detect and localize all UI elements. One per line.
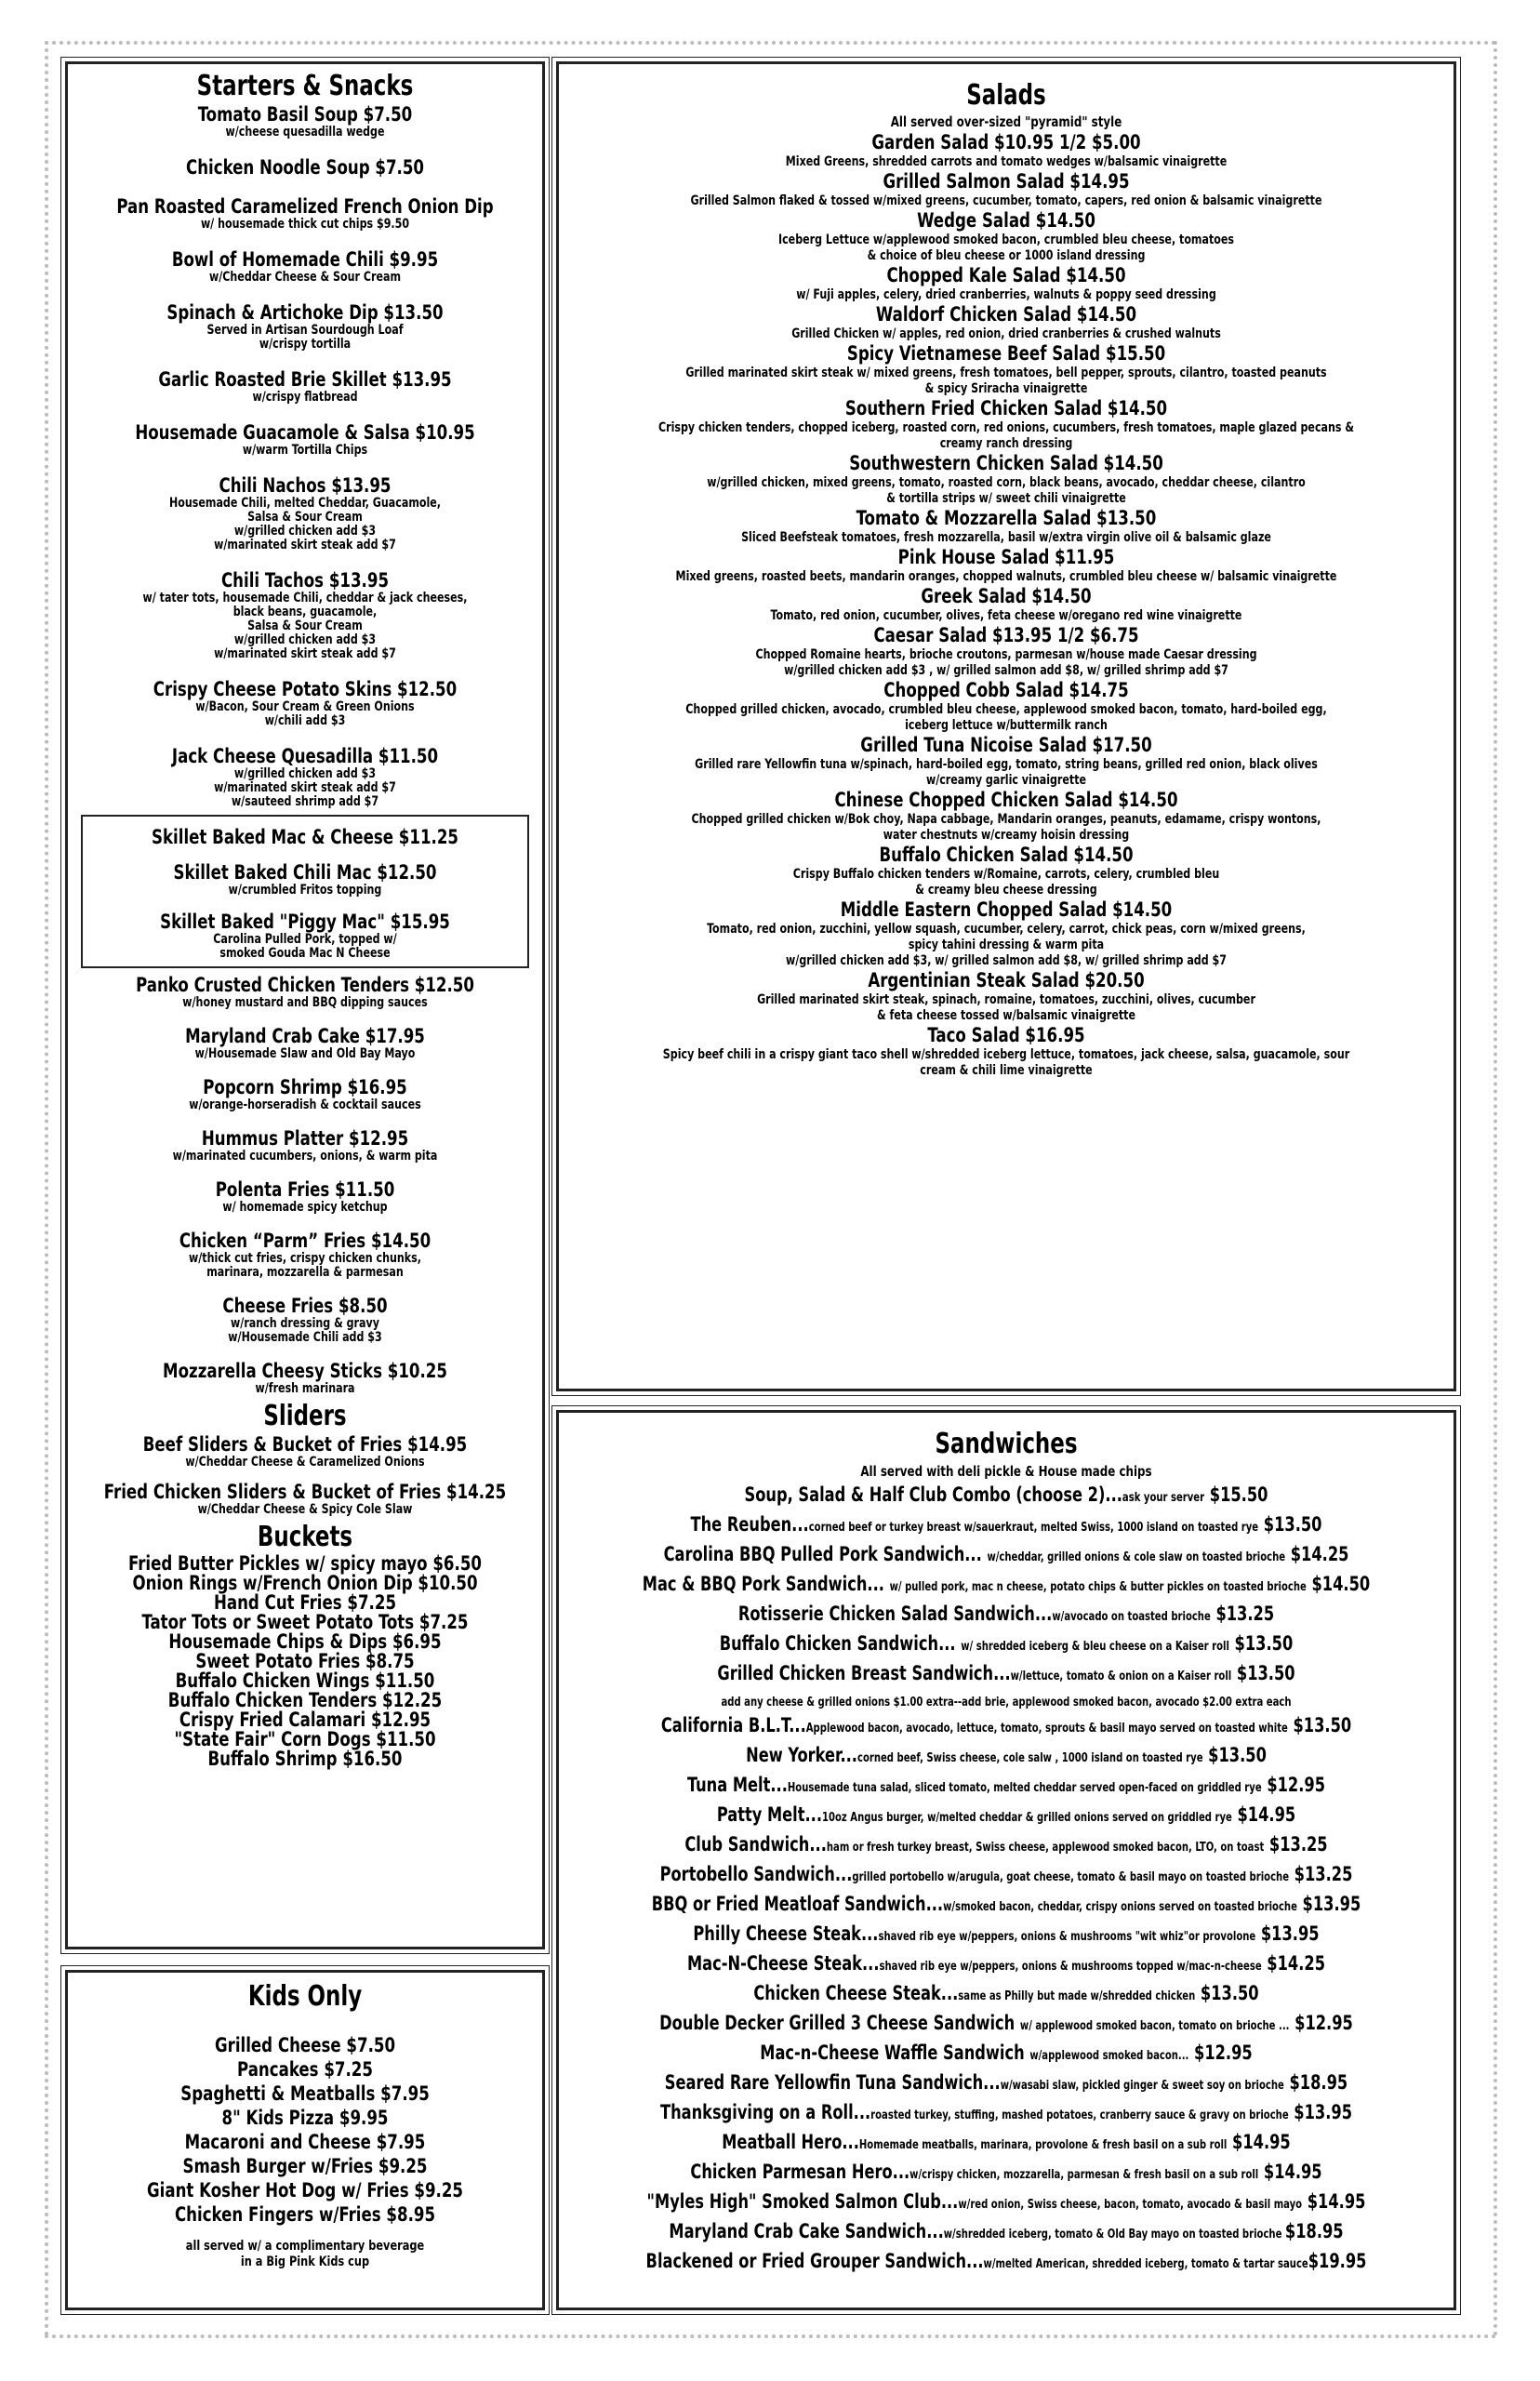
menu-item xyxy=(68,745,542,809)
sandwich-name: Mac-N-Cheese Steak... xyxy=(686,1952,880,1975)
menu-item: Smash Burger w/Fries $9.25 xyxy=(182,2155,428,2177)
item-description: Crispy Buffalo chicken tenders w/Romaine, carrots, celery, crumbled bleu & creamy bleu cheese dressing xyxy=(792,867,1220,898)
buckets-list xyxy=(68,1554,542,1769)
sandwich-name: Mac-n-Cheese Waffle Sandwich xyxy=(760,2042,1030,2064)
sandwich-price: $13.25 xyxy=(1289,1863,1353,1885)
menu-item: Onion Rings w/French Onion Dip $10.50 xyxy=(132,1572,478,1594)
sandwich-item xyxy=(621,1482,1390,1511)
sandwich-item xyxy=(621,1921,1390,1950)
item-description: w/marinated cucumbers, onions, & warm pita xyxy=(172,1149,438,1164)
item-name: Chicken Noodle Soup $7.50 xyxy=(186,156,424,179)
sandwich-description: Homemade meatballs, marinara, provolone & fresh basil on a sub roll xyxy=(858,2138,1228,2152)
sandwich-price: $12.95 xyxy=(1261,1774,1326,1796)
menu-item xyxy=(68,1360,542,1396)
sandwich-item xyxy=(621,1891,1390,1921)
item-name: Popcorn Shrimp $16.95 xyxy=(203,1076,407,1098)
sandwich-item xyxy=(621,1861,1390,1891)
item-description: w/grilled chicken, mixed greens, tomato, roasted corn, black beans, avocado, cheddar cheese, cilantro & tortilla strips w/ sweet chili vinaigrette xyxy=(707,475,1306,506)
sandwich-description: corned beef or turkey breast w/sauerkraut, melted Swiss, 1000 island on toasted rye xyxy=(808,1521,1259,1535)
item-name: Garden Salad $10.95 1/2 $5.00 xyxy=(871,131,1141,153)
sandwich-item xyxy=(621,2010,1390,2040)
item-name: Skillet Baked "Piggy Mac" $15.95 xyxy=(160,911,450,933)
menu-item: Buffalo Chicken Tenders $12.25 xyxy=(167,1689,443,1711)
starters-list xyxy=(68,103,542,809)
sandwich-name: New Yorker... xyxy=(746,1744,857,1766)
item-name: Chinese Chopped Chicken Salad $14.50 xyxy=(834,789,1178,811)
sandwich-description: w/avocado on toasted brioche xyxy=(1052,1610,1211,1624)
menu-item xyxy=(559,303,1454,342)
item-name: Chicken “Parm” Fries $14.50 xyxy=(179,1230,431,1252)
sandwich-description: Housemade tuna salad, sliced tomato, melted cheddar served open-faced on griddled rye xyxy=(787,1781,1262,1795)
sandwich-description: ham or fresh turkey breast, Swiss cheese, applewood smoked bacon, LTO, on toast xyxy=(826,1841,1265,1855)
menu-item: Crispy Fried Calamari $12.95 xyxy=(179,1709,431,1731)
sandwich-description: w/wasabi slaw, pickled ginger & sweet soy on brioche xyxy=(1000,2079,1284,2093)
sandwich-description: w/lettuce, tomato & onion on a Kaiser roll xyxy=(1010,1669,1232,1683)
sandwich-item xyxy=(621,1571,1390,1601)
sandwich-price: $13.50 xyxy=(1231,1662,1295,1684)
sandwich-name: Double Decker Grilled 3 Cheese Sandwich xyxy=(659,2012,1020,2034)
sandwich-item xyxy=(621,2129,1390,2159)
buckets-title: Buckets xyxy=(257,1521,353,1553)
item-description: Chopped Romaine hearts, brioche croutons, parmesan w/house made Caesar dressing w/grilled chicken add $3 , w/ grilled salmon add $8, w/ grilled shrimp add $7 xyxy=(755,647,1257,678)
item-name: Taco Salad $16.95 xyxy=(927,1024,1085,1046)
menu-item: Fried Butter Pickles w/ spicy mayo $6.50 xyxy=(128,1552,482,1575)
item-description: Served in Artisan Sourdough Loaf w/crispy tortilla xyxy=(206,323,404,352)
skillet-box xyxy=(81,815,529,968)
menu-item xyxy=(68,1025,542,1061)
kids-title: Kids Only xyxy=(247,1980,363,2013)
item-description: w/ranch dressing & gravy w/Housemade Chili add $3 xyxy=(228,1316,382,1345)
menu-item xyxy=(68,103,542,140)
sandwich-description: grilled portobello w/arugula, goat cheese, tomato & basil mayo on toasted brioche xyxy=(852,1870,1290,1884)
item-name: Bowl of Homemade Chili $9.95 xyxy=(171,248,439,271)
sandwich-price: $13.50 xyxy=(1195,1982,1259,2004)
menu-item xyxy=(559,844,1454,898)
menu-item xyxy=(68,1076,542,1112)
sandwich-price: $13.50 xyxy=(1228,1632,1294,1655)
menu-item xyxy=(68,1127,542,1164)
menu-item: Spaghetti & Meatballs $7.95 xyxy=(180,2082,430,2105)
item-name: Southern Fried Chicken Salad $14.50 xyxy=(844,397,1168,419)
item-name: Chopped Cobb Salad $14.75 xyxy=(883,679,1129,701)
item-description: w/honey mustard and BBQ dipping sauces xyxy=(182,995,428,1010)
sandwich-name: Maryland Crab Cake Sandwich... xyxy=(669,2220,944,2242)
sandwich-price: $13.50 xyxy=(1287,1714,1352,1736)
sandwich-name: Portobello Sandwich... xyxy=(659,1863,853,1885)
sandwich-description: w/melted American, shredded iceberg, tomato & tartar sauce xyxy=(983,2257,1308,2271)
sandwich-item xyxy=(621,2099,1390,2129)
sandwich-description: roasted turkey, stuffing, mashed potatoes, cranberry sauce & gravy on brioche xyxy=(870,2108,1289,2122)
sandwiches-title: Sandwiches xyxy=(935,1428,1078,1460)
sandwich-name: Club Sandwich... xyxy=(684,1833,827,1856)
menu-item xyxy=(68,974,542,1010)
sandwich-description: shaved rib eye w/peppers, onions & mushrooms "wit whiz"or provolone xyxy=(878,1930,1256,1944)
item-description: w/Cheddar Cheese & Spicy Cole Slaw xyxy=(197,1502,413,1517)
menu-item xyxy=(68,569,542,661)
kids-list xyxy=(68,2034,542,2226)
item-name: Spicy Vietnamese Beef Salad $15.50 xyxy=(846,342,1166,365)
item-name: Waldorf Chicken Salad $14.50 xyxy=(875,303,1137,326)
menu-item xyxy=(559,679,1454,734)
sandwich-name: Tuna Melt... xyxy=(686,1774,788,1796)
menu-item: Buffalo Chicken Wings $11.50 xyxy=(175,1669,435,1692)
item-description: w/ tater tots, housemade Chili, cheddar & jack cheeses, black beans, guacamole, Salsa & Sour Cream w/grilled chicken add $3 w/marinated skirt steak add $7 xyxy=(142,591,468,661)
sandwich-price: $14.95 xyxy=(1227,2131,1291,2153)
item-name: Chili Tachos $13.95 xyxy=(220,569,390,592)
menu-item xyxy=(68,474,542,552)
sandwich-description: w/ pulled pork, mac n cheese, potato chips & butter pickles on toasted brioche xyxy=(889,1580,1307,1594)
menu-item xyxy=(68,156,542,179)
item-name: Chopped Kale Salad $14.50 xyxy=(886,264,1126,286)
sliders-title: Sliders xyxy=(263,1400,347,1432)
sliders-list xyxy=(68,1433,542,1517)
sandwich-price: $14.95 xyxy=(1231,1803,1296,1826)
item-description: w/Bacon, Sour Cream & Green Onions w/chili add $3 xyxy=(195,699,415,728)
sandwich-price: $14.25 xyxy=(1261,1952,1326,1975)
item-description: Grilled Salmon flaked & tossed w/mixed greens, cucumber, tomato, capers, red onion & balsamic vinaigrette xyxy=(690,193,1322,208)
sandwich-price: $13.25 xyxy=(1264,1833,1328,1856)
menu-item: Hand Cut Fries $7.25 xyxy=(213,1591,397,1614)
sandwiches-subtitle: All served with deli pickle & House made chips xyxy=(860,1463,1152,1480)
item-name: Maryland Crab Cake $17.95 xyxy=(185,1025,425,1047)
menu-item xyxy=(559,789,1454,844)
menu-item xyxy=(559,170,1454,209)
salads-title: Salads xyxy=(966,79,1046,112)
item-name: Chili Nachos $13.95 xyxy=(219,474,392,497)
sandwich-description: w/crispy chicken, mozzarella, parmesan & fresh basil on a sub roll xyxy=(909,2168,1259,2182)
sandwich-name: Rotisserie Chicken Salad Sandwich... xyxy=(737,1603,1053,1625)
item-name: Tomato Basil Soup $7.50 xyxy=(197,103,413,126)
sandwich-name: BBQ or Fried Meatloaf Sandwich... xyxy=(651,1893,944,1915)
menu-item xyxy=(559,1024,1454,1079)
item-name: Greek Salad $14.50 xyxy=(921,585,1092,607)
menu-item xyxy=(559,209,1454,264)
menu-item xyxy=(559,342,1454,397)
menu-item xyxy=(68,301,542,352)
sandwich-price: $19.95 xyxy=(1308,2250,1367,2272)
sandwich-price: $13.50 xyxy=(1258,1513,1322,1536)
sandwich-price: $18.95 xyxy=(1284,2220,1344,2242)
item-description: Iceberg Lettuce w/applewood smoked bacon, crumbled bleu cheese, tomatoes & choice of bleu cheese or 1000 island dressing xyxy=(777,233,1234,263)
sandwich-name: Patty Melt... xyxy=(716,1803,823,1826)
item-description: w/warm Tortilla Chips xyxy=(242,443,368,458)
item-name: Pan Roasted Caramelized French Onion Dip xyxy=(116,195,494,218)
item-name: Spinach & Artichoke Dip $13.50 xyxy=(166,301,444,324)
sandwich-description: corned beef, Swiss cheese, cole salw , 1000 island on toasted rye xyxy=(856,1751,1203,1765)
item-name: Hummus Platter $12.95 xyxy=(201,1127,409,1150)
menu-item xyxy=(559,397,1454,452)
item-name: Buffalo Chicken Salad $14.50 xyxy=(879,844,1134,866)
sandwich-name: Chicken Parmesan Hero... xyxy=(690,2161,910,2183)
item-name: Cheese Fries $8.50 xyxy=(222,1295,388,1317)
item-description: w/Housemade Slaw and Old Bay Mayo xyxy=(194,1046,416,1061)
sandwich-item xyxy=(621,1802,1390,1831)
item-name: Jack Cheese Quesadilla $11.50 xyxy=(171,745,439,767)
sandwich-description: Applewood bacon, avocado, lettuce, tomato, sprouts & basil mayo served on toasted white xyxy=(805,1722,1288,1736)
menu-item: Macaroni and Cheese $7.95 xyxy=(184,2131,426,2153)
sandwich-price: $14.25 xyxy=(1285,1543,1349,1565)
kids-section xyxy=(65,1970,545,2310)
item-description: w/cheese quesadilla wedge xyxy=(225,125,385,140)
sandwich-description: w/cheddar, grilled onions & cole slaw on toasted brioche xyxy=(987,1550,1286,1564)
item-name: Tomato & Mozzarella Salad $13.50 xyxy=(856,507,1157,529)
sandwich-description: w/red onion, Swiss cheese, bacon, tomato, avocado & basil mayo xyxy=(958,2198,1303,2212)
menu-item xyxy=(559,507,1454,546)
sandwich-name: Blackened or Fried Grouper Sandwich... xyxy=(645,2250,984,2272)
item-description: Mixed greens, roasted beets, mandarin oranges, chopped walnuts, crumbled bleu cheese w/ balsamic vinaigrette xyxy=(675,569,1337,584)
sandwich-price: $12.95 xyxy=(1289,2012,1353,2034)
item-description: Sliced Beefsteak tomatoes, fresh mozzarella, basil w/extra virgin olive oil & balsamic glaze xyxy=(741,530,1271,545)
menu-item: Pancakes $7.25 xyxy=(237,2058,373,2081)
starters-section xyxy=(65,61,545,1949)
sandwich-item xyxy=(621,1511,1390,1541)
sandwich-price: $13.95 xyxy=(1255,1922,1320,1945)
item-name: Middle Eastern Chopped Salad $14.50 xyxy=(840,898,1173,921)
item-name: Grilled Salmon Salad $14.95 xyxy=(883,170,1130,193)
item-name: Mozzarella Cheesy Sticks $10.25 xyxy=(163,1360,447,1382)
item-description: Tomato, red onion, cucumber, olives, feta cheese w/oregano red wine vinaigrette xyxy=(770,608,1242,623)
sandwich-item xyxy=(621,2069,1390,2099)
item-description: Tomato, red onion, zucchini, yellow squash, cucumber, celery, carrot, chick peas, corn w/mixed greens, spicy tahini dressing & warm pita w/grilled chicken add $3, w/ grilled salmon add $8, w/ grilled shrimp add $7 xyxy=(707,922,1306,968)
sandwich-item xyxy=(621,1950,1390,1980)
sandwich-item xyxy=(621,1980,1390,2010)
sandwich-price: $13.50 xyxy=(1202,1744,1267,1766)
menu-item xyxy=(559,264,1454,303)
sandwich-description: w/shredded iceberg, tomato & Old Bay mayo on toasted brioche xyxy=(943,2228,1285,2241)
sandwich-price: $13.25 xyxy=(1210,1603,1275,1625)
menu-item xyxy=(83,911,527,961)
sandwich-item xyxy=(621,1601,1390,1630)
sandwich-name: Carolina BBQ Pulled Pork Sandwich... xyxy=(663,1543,988,1565)
item-name: Skillet Baked Mac & Cheese $11.25 xyxy=(152,826,458,848)
menu-item xyxy=(559,452,1454,507)
menu-item xyxy=(559,624,1454,679)
salads-subtitle: All served over-sized "pyramid" style xyxy=(890,113,1122,130)
item-description: Grilled marinated skirt steak, spinach, romaine, tomatoes, zucchini, olives, cucumber & feta cheese tossed w/balsamic vinaigrette xyxy=(757,992,1255,1023)
sandwich-price: $14.95 xyxy=(1302,2190,1366,2213)
item-name: Beef Sliders & Bucket of Fries $14.95 xyxy=(142,1433,468,1456)
menu-item xyxy=(68,1481,542,1517)
item-description: w/Cheddar Cheese & Sour Cream xyxy=(208,270,402,285)
menu-item xyxy=(559,898,1454,969)
menu-item: Housemade Chips & Dips $6.95 xyxy=(168,1630,442,1653)
item-description: w/Cheddar Cheese & Caramelized Onions xyxy=(185,1455,425,1470)
item-description: Grilled Chicken w/ apples, red onion, dried cranberries & crushed walnuts xyxy=(791,326,1221,341)
item-name: Crispy Cheese Potato Skins $12.50 xyxy=(153,678,458,700)
menu-item xyxy=(68,1178,542,1215)
menu-item: Grilled Cheese $7.50 xyxy=(214,2034,396,2056)
sandwich-name: California B.L.T... xyxy=(660,1714,806,1736)
sandwich-description: w/smoked bacon, cheddar, crispy onions served on toasted brioche xyxy=(943,1900,1297,1914)
item-description: Grilled marinated skirt steak w/ mixed greens, fresh tomatoes, bell pepper, sprouts, cilantro, toasted peanuts & spicy Sriracha vinaigrette xyxy=(685,366,1327,396)
item-name: Southwestern Chicken Salad $14.50 xyxy=(849,452,1163,474)
menu-item xyxy=(559,969,1454,1024)
salads-list xyxy=(559,131,1454,1079)
menu-item xyxy=(559,585,1454,624)
salads-section xyxy=(556,61,1456,1391)
sandwich-name: Meatball Hero... xyxy=(722,2131,859,2153)
item-description: w/crumbled Fritos topping xyxy=(228,883,382,898)
sandwich-name: Philly Cheese Steak... xyxy=(693,1922,879,1945)
sandwich-price: $13.95 xyxy=(1296,1893,1361,1915)
item-name: Fried Chicken Sliders & Bucket of Fries $14.25 xyxy=(103,1481,507,1503)
sandwich-description: shaved rib eye w/peppers, onions & mushrooms topped w/mac-n-cheese xyxy=(879,1960,1262,1974)
sandwich-item xyxy=(621,2218,1390,2248)
sandwich-name: Buffalo Chicken Sandwich... xyxy=(719,1632,962,1655)
sandwich-description: ask your server xyxy=(1122,1491,1205,1505)
menu-item xyxy=(68,1230,542,1280)
sandwich-name: Grilled Chicken Breast Sandwich... xyxy=(717,1662,1011,1684)
sandwich-description: w/ shredded iceberg & bleu cheese on a Kaiser roll xyxy=(961,1640,1229,1654)
item-description: w/crispy flatbread xyxy=(252,390,358,405)
item-name: Argentinian Steak Salad $20.50 xyxy=(868,969,1145,991)
menu-item xyxy=(68,195,542,232)
item-name: Polenta Fries $11.50 xyxy=(215,1178,395,1201)
sandwich-price: $12.95 xyxy=(1188,2042,1253,2064)
sandwich-name: Soup, Salad & Half Club Combo (choose 2)... xyxy=(744,1483,1122,1506)
item-description: Carolina Pulled Pork, topped w/ smoked Gouda Mac N Cheese xyxy=(213,932,397,961)
sandwich-item xyxy=(621,1660,1390,1690)
sandwich-item xyxy=(621,1772,1390,1802)
starters-title: Starters & Snacks xyxy=(196,70,414,102)
sandwich-name: "Myles High" Smoked Salmon Club... xyxy=(646,2190,959,2213)
item-description: Housemade Chili, melted Cheddar, Guacamole, Salsa & Sour Cream w/grilled chicken add $3 w/marinated skirt steak add $7 xyxy=(168,496,442,552)
menu-item xyxy=(68,248,542,285)
sandwich-item xyxy=(621,1742,1390,1772)
sandwich-name: Chicken Cheese Steak... xyxy=(753,1982,959,2004)
sandwich-description: same as Philly but made w/shredded chicken xyxy=(958,1989,1196,2003)
menu-item: "State Fair" Corn Dogs $11.50 xyxy=(174,1728,436,1750)
item-description: Chopped grilled chicken, avocado, crumbled bleu cheese, applewood smoked bacon, tomato, hard-boiled egg, iceberg lettuce w/buttermilk ranch xyxy=(685,702,1327,733)
menu-item: Chicken Fingers w/Fries $8.95 xyxy=(174,2203,436,2226)
item-name: Skillet Baked Chili Mac $12.50 xyxy=(173,861,437,884)
sandwich-item xyxy=(621,1690,1390,1712)
item-description: w/fresh marinara xyxy=(255,1381,355,1396)
menu-item: Buffalo Shrimp $16.50 xyxy=(207,1748,403,1770)
menu-item xyxy=(68,1295,542,1345)
item-description: w/thick cut fries, crispy chicken chunks, marinara, mozzarella & parmesan xyxy=(189,1251,421,1280)
item-description: w/grilled chicken add $3 w/marinated skirt steak add $7 w/sauteed shrimp add $7 xyxy=(214,766,396,809)
sandwich-name: The Reuben... xyxy=(690,1513,809,1536)
item-description: Chopped grilled chicken w/Bok choy, Napa cabbage, Mandarin oranges, peanuts, edamame, crispy wontons, water chestnuts w/creamy hoisin dressing xyxy=(691,812,1321,843)
sandwich-item xyxy=(621,1712,1390,1742)
item-description: Grilled rare Yellowfin tuna w/spinach, hard-boiled egg, tomato, string beans, grilled red onion, black olives w/creamy garlic vinaigrette xyxy=(695,757,1318,788)
sandwich-item xyxy=(621,1831,1390,1861)
sandwich-item xyxy=(621,2248,1390,2278)
item-name: Wedge Salad $14.50 xyxy=(917,209,1095,232)
sandwich-item xyxy=(621,2188,1390,2218)
sandwich-item xyxy=(621,1630,1390,1660)
sandwich-item xyxy=(621,1541,1390,1571)
menu-item xyxy=(68,421,542,458)
menu-item xyxy=(559,131,1454,170)
menu-item xyxy=(68,678,542,728)
menu-item: Tator Tots or Sweet Potato Tots $7.25 xyxy=(141,1611,469,1633)
item-description: Mixed Greens, shredded carrots and tomato wedges w/balsamic vinaigrette xyxy=(785,154,1228,169)
menu-item xyxy=(83,861,527,898)
sandwich-name: Seared Rare Yellowfin Tuna Sandwich... xyxy=(664,2071,1001,2094)
menu-item xyxy=(559,734,1454,789)
sandwich-price: $14.50 xyxy=(1306,1573,1371,1595)
sandwich-name: Mac & BBQ Pork Sandwich... xyxy=(642,1573,890,1595)
item-name: Housemade Guacamole & Salsa $10.95 xyxy=(135,421,475,444)
menu-item: Giant Kosher Hot Dog w/ Fries $9.25 xyxy=(147,2179,463,2201)
sandwich-price: $15.50 xyxy=(1204,1483,1268,1506)
sandwich-description: w/ applewood smoked bacon, tomato on brioche ... xyxy=(1019,2019,1290,2033)
sandwiches-section xyxy=(556,1410,1456,2310)
item-description: w/orange-horseradish & cocktail sauces xyxy=(189,1097,421,1112)
item-description: w/ Fuji apples, celery, dried cranberries, walnuts & poppy seed dressing xyxy=(796,287,1216,302)
sandwiches-list xyxy=(559,1482,1454,2278)
menu-item xyxy=(68,368,542,405)
sandwich-item xyxy=(621,2159,1390,2188)
item-description: Spicy beef chili in a crispy giant taco shell w/shredded iceberg lettuce, tomatoes, jack cheese, salsa, guacamole, sour cream & chili lime vinaigrette xyxy=(662,1047,1350,1078)
menu-item: Sweet Potato Fries $8.75 xyxy=(195,1650,415,1672)
menu-item xyxy=(68,1433,542,1470)
sandwich-description: w/applewood smoked bacon... xyxy=(1029,2049,1189,2063)
item-name: Pink House Salad $11.95 xyxy=(897,546,1115,568)
menu-item: 8" Kids Pizza $9.95 xyxy=(221,2107,389,2129)
item-description: Crispy chicken tenders, chopped iceberg, roasted corn, red onions, cucumbers, fresh tomatoes, maple glazed pecans & creamy ranch dressing xyxy=(657,420,1355,451)
menu-item xyxy=(83,826,527,848)
sandwich-name: Thanksgiving on a Roll... xyxy=(659,2101,871,2123)
sandwich-description: add any cheese & grilled onions $1.00 extra--add brie, applewood smoked bacon, avocado $2.00 extra each xyxy=(721,1696,1292,1709)
item-description: w/ housemade thick cut chips $9.50 xyxy=(200,217,410,232)
sandwich-price: $18.95 xyxy=(1283,2071,1348,2094)
item-name: Panko Crusted Chicken Tenders $12.50 xyxy=(136,974,474,996)
item-description: w/ homemade spicy ketchup xyxy=(222,1200,388,1215)
kids-note: all served w/ a complimentary beverage in a Big Pink Kids cup xyxy=(185,2239,425,2269)
item-name: Caesar Salad $13.95 1/2 $6.75 xyxy=(873,624,1139,646)
item-name: Grilled Tuna Nicoise Salad $17.50 xyxy=(860,734,1152,756)
menu-item xyxy=(559,546,1454,585)
sandwich-price: $13.95 xyxy=(1288,2101,1353,2123)
item-name: Garlic Roasted Brie Skillet $13.95 xyxy=(158,368,452,391)
sandwich-description: 10oz Angus burger, w/melted cheddar & grilled onions served on griddled rye xyxy=(822,1811,1232,1825)
starters-list-2 xyxy=(68,974,542,1396)
sandwich-price: $14.95 xyxy=(1258,2161,1322,2183)
sandwich-item xyxy=(621,2040,1390,2069)
